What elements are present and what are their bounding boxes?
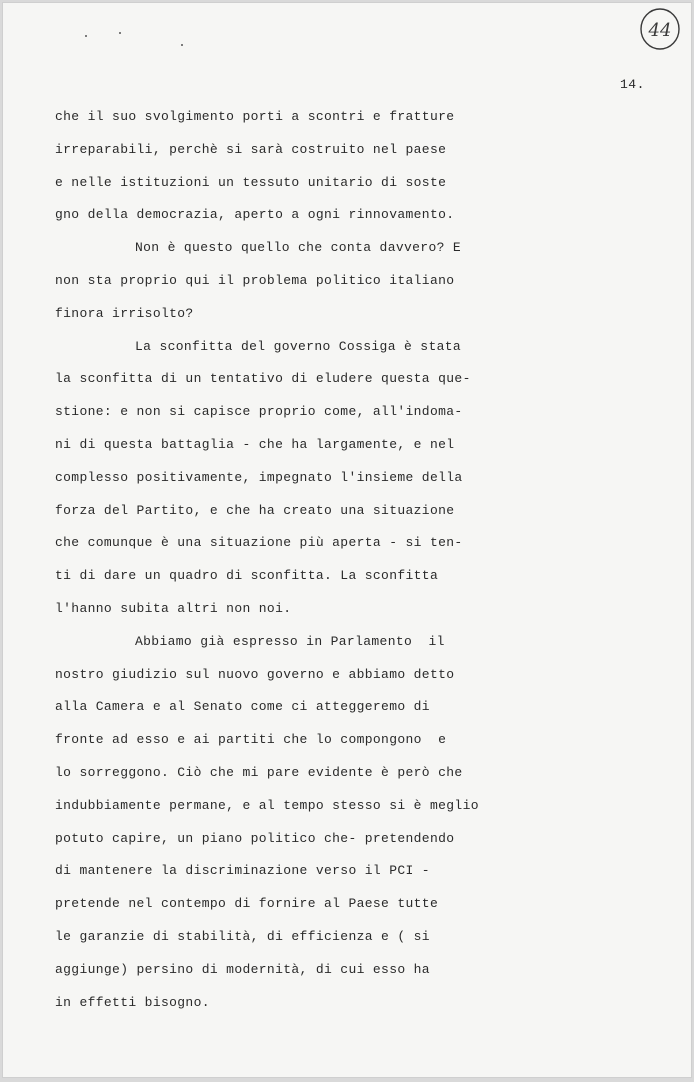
text-line: ti di dare un quadro di sconfitta. La sconfitta <box>55 568 439 584</box>
text-line: e nelle istituzioni un tessuto unitario di soste <box>55 174 447 190</box>
text-line: Abbiamo già espresso in Parlamento il <box>135 633 445 649</box>
text-line: forza del Partito, e che ha creato una situazione <box>55 502 455 518</box>
text-line: di mantenere la discriminazione verso il PCI - <box>55 863 430 879</box>
text-line: l'hanno subita altri non noi. <box>55 600 292 616</box>
text-line: La sconfitta del governo Cossiga è stata <box>135 338 462 354</box>
text-line: nostro giudizio sul nuovo governo e abbiamo detto <box>55 666 455 682</box>
text-line: ni di questa battaglia - che ha largamente, e nel <box>55 436 455 452</box>
typed-body-text <box>55 106 655 1024</box>
text-line: le garanzie di stabilità, di efficienza e ( si <box>55 928 430 944</box>
text-line: gno della democrazia, aperto a ogni rinnovamento. <box>55 207 455 223</box>
speck-marks <box>2 2 202 62</box>
text-line: aggiunge) persino di modernità, di cui esso ha <box>55 961 430 977</box>
text-line: che il suo svolgimento porti a scontri e fratture <box>55 109 455 124</box>
text-line: lo sorreggono. Ciò che mi pare evidente è però che <box>55 764 463 780</box>
text-line: potuto capire, un piano politico che- pretendendo <box>55 830 455 846</box>
text-line: finora irrisolto? <box>55 305 194 321</box>
text-line: fronte ad esso e ai partiti che lo compongono e <box>55 732 447 748</box>
document-page <box>2 2 692 1078</box>
archive-number-text: 44 <box>648 20 672 41</box>
archive-number-stamp <box>638 6 684 52</box>
text-line: che comunque è una situazione più aperta - si ten- <box>55 535 463 551</box>
text-line: non sta proprio qui il problema politico italiano <box>55 272 455 288</box>
text-line: indubbiamente permane, e al tempo stesso si è meglio <box>55 797 479 813</box>
text-line: irreparabili, perchè si sarà costruito nel paese <box>55 141 447 157</box>
text-line: Non è questo quello che conta davvero? E <box>135 240 462 256</box>
page-number: 14. <box>620 77 645 92</box>
text-line: la sconfitta di un tentativo di eludere questa que- <box>55 371 471 387</box>
text-line: pretende nel contempo di fornire al Paese tutte <box>55 896 439 912</box>
text-line: in effetti bisogno. <box>55 994 210 1010</box>
text-line: complesso positivamente, impegnato l'insieme della <box>55 469 463 485</box>
text-line: stione: e non si capisce proprio come, all'indoma- <box>55 404 463 420</box>
text-line: alla Camera e al Senato come ci atteggeremo di <box>55 699 430 715</box>
